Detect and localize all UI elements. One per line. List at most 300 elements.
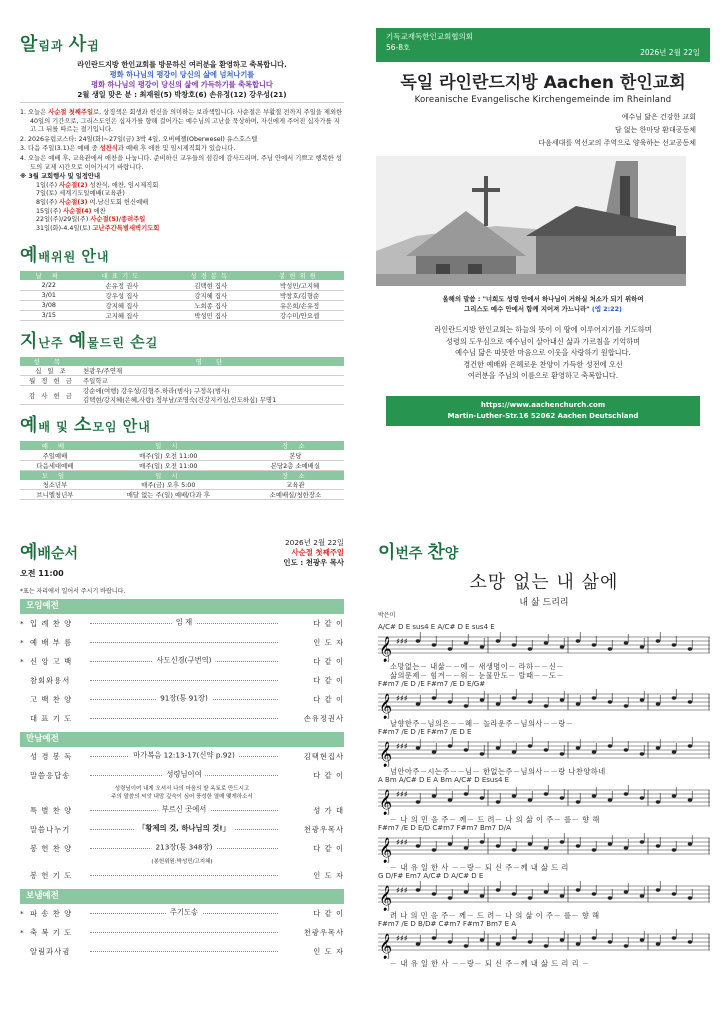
note-head — [560, 698, 565, 701]
hymn-section-title: 이번주 찬양 — [378, 542, 459, 563]
music-staff — [378, 881, 710, 911]
table-row — [20, 450, 344, 460]
table-row — [20, 290, 344, 300]
note-head — [496, 639, 501, 642]
chord-symbols: G D/F# Em7 A/C# D A/C# D E — [378, 872, 484, 880]
worship-item: 말씀나누기 「황제의 것, 하나님의 것!」 천광우목사 — [30, 823, 344, 834]
note-head — [576, 888, 581, 891]
note-head — [640, 840, 645, 843]
meetings-header: 예 배 — [20, 441, 90, 450]
schedule-list — [20, 182, 344, 234]
section-band: 보냄예전 — [20, 889, 344, 904]
note-head — [512, 750, 517, 753]
section-band: 만남예전 — [20, 732, 344, 747]
note-head — [544, 704, 549, 707]
schedule-item: 8일(주) 사순절(3) 여.남신도회 헌신예배 — [36, 198, 149, 206]
mission-statement — [376, 324, 710, 382]
note-head — [432, 643, 437, 646]
mission-line: 성령의 도우심으로 예수님이 살아내신 삶과 가르침을 기억하며 — [445, 336, 641, 346]
note-head — [608, 700, 613, 703]
music-staff — [378, 929, 710, 959]
table-cell: 감 사 헌 금 — [20, 386, 80, 405]
chord-symbols: F#m7 /E D /E F#m7 /E D E/G# — [378, 680, 486, 688]
worship-item: 봉 헌 찬 양 213장(통 348장) 다 같 이 — [30, 842, 344, 853]
treble-clef-icon: 𝄞 — [379, 790, 393, 815]
note-head — [496, 746, 501, 749]
meetings-header: 장 소 — [247, 470, 344, 480]
note-head — [528, 896, 533, 899]
note-head — [624, 704, 629, 707]
table-cell: 강수미/안요셉 — [255, 310, 344, 320]
key-signature-icon: ♯♯♯ — [396, 886, 408, 895]
staff-system — [378, 680, 710, 728]
worship-header — [20, 538, 344, 582]
note-head — [496, 702, 501, 705]
table-cell: 강우성 집사 — [78, 290, 167, 300]
offering-table — [20, 357, 344, 406]
chord-symbols: F#m7 /E D /E F#m7 /E D E — [378, 728, 472, 736]
treble-clef-icon: 𝄞 — [379, 838, 393, 863]
staff-system — [378, 824, 710, 872]
worship-item: 봉 헌 기 도 인 도 자 — [30, 870, 344, 880]
worship-item: 특 별 찬 양 부르신 곳에서 성 가 대 — [30, 804, 344, 815]
note-head — [672, 848, 677, 851]
note-head — [608, 896, 613, 899]
worship-item: * 신 앙 고 백 사도신경(구번역) 다 같 이 — [20, 655, 344, 666]
note-head — [480, 840, 485, 843]
note-head — [416, 844, 421, 847]
table-cell: 교육관 — [247, 480, 344, 490]
note-head — [592, 848, 597, 851]
worship-item: 참회와용서 다 같 이 — [30, 675, 344, 685]
note-head — [672, 936, 677, 939]
music-staff — [378, 785, 710, 815]
verse-line: 올해의 말씀 : "너희도 성령 안에서 하나님이 거하실 처소가 되기 위하여 — [442, 295, 644, 303]
key-signature-icon: ♯♯♯ — [396, 637, 408, 646]
note-head — [624, 890, 629, 893]
worship-leader: 인도 : 천광우 목사 — [283, 558, 344, 567]
note-head — [528, 940, 533, 943]
worship-item: 대 표 기 도 손유정권사 — [30, 713, 344, 723]
note-head — [608, 842, 613, 845]
worship-time: 오전 11:00 — [20, 569, 64, 578]
announcements-title: 알림과 사귐 — [20, 34, 100, 55]
note-head — [512, 643, 517, 646]
note-head — [592, 794, 597, 797]
announcement-list — [20, 109, 344, 233]
table-cell: 매주(일) 오전 11:00 — [90, 460, 247, 470]
table-cell: 3/15 — [20, 310, 78, 320]
note-head — [544, 846, 549, 849]
note-head — [464, 792, 469, 795]
lyric-line: 성령님이여 내게 오셔서 나의 마음의 밭 옥토로 만드시고 — [114, 786, 250, 792]
table-cell: 박성민 집사 — [166, 310, 255, 320]
note-head — [560, 840, 565, 843]
staff-system — [378, 623, 710, 680]
mission-line: 경건한 예배와 은혜로운 찬양이 가득한 성전에 오신 — [463, 359, 623, 369]
lyric-line: 려 나 의 민 음 주－ 께－ 드 려－ 나 의 삶 이 주－ 를－ 향 해 — [390, 911, 600, 920]
note-head — [656, 746, 661, 749]
note-head — [688, 940, 693, 943]
mission-line: 라인란드지방 한인교회는 하늘의 뜻이 이 땅에 이루어지기를 기도하며 — [434, 325, 652, 334]
note-head — [624, 944, 629, 947]
meetings-header: 장 소 — [247, 441, 344, 450]
lyric-line: － 내 유 일 한 사 －－랑－ 되 신 주－께 내 삶 드 리 리 － — [390, 959, 590, 968]
table-cell: 매주(금) 오후 5:00 — [90, 480, 247, 490]
announcement-item: 2. 2026유럽코스타: 24일(화)~27일(금) 3박 4일, 오버베젤(Oberwesel) 유스호스텔 — [20, 135, 258, 143]
note-head — [688, 700, 693, 703]
note-head — [496, 800, 501, 803]
note-head — [464, 748, 469, 751]
note-head — [608, 798, 613, 801]
table-row — [20, 376, 344, 386]
note-head — [576, 844, 581, 847]
worship-item: * 축 복 기 도 천광우목사 — [20, 927, 344, 937]
note-head — [640, 894, 645, 897]
cover-footer — [386, 396, 700, 426]
order-of-worship-panel — [0, 512, 362, 1024]
meetings-header: 일 시 — [90, 470, 247, 480]
note-head — [512, 848, 517, 851]
note-head — [464, 944, 469, 947]
note-head — [560, 752, 565, 755]
note-head — [512, 696, 517, 699]
volume-number: 56-8호 — [386, 43, 411, 52]
table-cell: 노희종 집사 — [166, 300, 255, 310]
staff-system — [378, 920, 710, 968]
sheet-music — [378, 623, 710, 968]
note-head — [656, 800, 661, 803]
note-head — [512, 892, 517, 895]
note-head — [544, 748, 549, 751]
chord-symbols: F#m7 /E D B/D# C#m7 F#m7 Bm7 E A — [378, 920, 517, 928]
motto-line: 다음세대를 역선교의 주역으로 양육하는 선교공동체 — [538, 139, 696, 147]
committee-header: 대표기도 — [78, 271, 167, 280]
church-sketch-image — [376, 156, 686, 286]
treble-clef-icon: 𝄞 — [379, 742, 393, 767]
worship-meta — [283, 538, 344, 568]
table-cell: 매주(일) 오전 11:00 — [90, 450, 247, 460]
committee-header: 봉헌위원 — [255, 271, 344, 280]
note-head — [656, 844, 661, 847]
table-cell: 3/08 — [20, 300, 78, 310]
note-head — [480, 796, 485, 799]
announcement-item: 3. 다음 주일(3.1)은 예배 중 성찬식과 예배 후 애찬 및 임시제직회가 있습니다. — [20, 145, 236, 153]
schedule-item: 15일(주) 사순절(4) 애찬 — [36, 207, 106, 215]
key-signature-icon: ♯♯♯ — [396, 694, 408, 703]
note-head — [528, 842, 533, 845]
note-head — [464, 890, 469, 893]
note-head — [448, 798, 453, 801]
website-url[interactable]: https://www.aachenchurch.com — [480, 400, 606, 409]
music-staff — [378, 689, 710, 719]
note-head — [672, 892, 677, 895]
worship-item: * 파 송 찬 양 주기도송 다 같 이 — [20, 907, 344, 918]
note-head — [608, 647, 613, 650]
committee-header: 성경봉독 — [166, 271, 255, 280]
table-row — [20, 280, 344, 290]
announcement-item: 4. 오늘은 예배 후, 교육관에서 애찬을 나눕니다. 준비하신 교우들의 섬김에 감사드리며, 주님 안에서 기쁘고 행복한 성도의 교제 시간으로 이어가시기 바랍니다. — [20, 154, 342, 171]
note-head — [448, 940, 453, 943]
key-signature-icon: ♯♯♯ — [396, 790, 408, 799]
note-head — [592, 750, 597, 753]
note-head — [672, 750, 677, 753]
note-head — [672, 794, 677, 797]
table-cell: 천광우/주연재 — [80, 366, 344, 376]
table-cell: 월 정 헌 금 — [20, 376, 80, 386]
note-head — [592, 936, 597, 939]
church-motto — [376, 111, 710, 150]
staff-system — [378, 872, 710, 920]
committee-table — [20, 271, 344, 321]
note-head — [464, 846, 469, 849]
church-title: 독일 라인란드지방 Aachen 한인교회 — [400, 73, 686, 93]
note-head — [416, 746, 421, 749]
note-head — [432, 848, 437, 851]
table-cell: 김택현 집사 — [166, 280, 255, 290]
note-head — [592, 892, 597, 895]
note-head — [480, 645, 485, 648]
note-head — [688, 842, 693, 845]
response-lyrics — [20, 785, 344, 801]
note-head — [640, 645, 645, 648]
meetings-title: 예배 및 소모임 안내 — [20, 415, 151, 437]
section-band: 모임예전 — [20, 599, 344, 614]
lyric-line: － 내 유 일 한 사 －－랑－ 되 신 주－께 내 삶 드 리 — [390, 863, 569, 872]
note-head — [656, 888, 661, 891]
song-title: 소망 없는 내 삶에 — [469, 572, 619, 593]
note-head — [528, 700, 533, 703]
key-signature-icon: ♯♯♯ — [396, 934, 408, 943]
note-head — [416, 888, 421, 891]
note-head — [576, 639, 581, 642]
note-head — [640, 796, 645, 799]
note-head — [640, 698, 645, 701]
chord-symbols: A Bm A/C# D E A Bm A/C# D Esus4 E — [378, 776, 510, 784]
worship-item: 말씀응답송 성령님이여 다 같 이 — [30, 769, 344, 780]
song-subtitle: 내 삶 드리리 — [519, 598, 569, 608]
staff-system — [378, 776, 710, 824]
committee-header: 날 짜 — [20, 271, 78, 280]
blessing-line-2: 평화 하나님의 평강이 당신의 삶에 가득하기를 축복합니다 — [91, 80, 273, 89]
note-head — [592, 643, 597, 646]
liturgical-sunday: 사순절 첫째주일 — [291, 548, 344, 557]
lyric-line: 주의 말씀의 씨앗 내맘 깊숙이 심어 풍성한 열매 맺게하소서 — [111, 794, 253, 800]
note-head — [576, 942, 581, 945]
worship-item: 알림과사귐 인 도 자 — [30, 946, 344, 956]
note-head — [480, 938, 485, 941]
note-head — [432, 892, 437, 895]
welcome-line: 라인란드지방 한인교회를 방문하신 여러분을 환영하고 축복합니다. — [77, 60, 287, 69]
schedule-item: 22일(주)/29일(주) 사순절(5)/종려주일 — [36, 216, 146, 224]
note-head — [432, 696, 437, 699]
note-head — [544, 641, 549, 644]
blessing-line-1: 평화 하나님의 평강이 당신의 삶에 넘쳐나기를 — [109, 70, 255, 79]
announcement-item: 1. 오늘은 사순절 첫째주일로, 상징색은 회생과 헌신을 의미하는 보라색입니다. 사순절은 부활절 전까지 주일을 제외한 40일의 기간으로, 그리스도인은 십자가를 향해 걸어가는 예수님의 고난을 묵상하며, 자신에게 주어진 십자가를 지고 그 뒤를 따르는 절기입니다. — [20, 109, 343, 134]
cover-date: 2026년 2월 22일 — [640, 48, 700, 57]
note-head — [496, 844, 501, 847]
meetings-header: 일 시 — [90, 441, 247, 450]
note-head — [448, 700, 453, 703]
table-row — [20, 386, 344, 396]
announcements-panel — [0, 0, 362, 512]
table-row — [20, 310, 344, 320]
lyric-line: 넘안아주－시는주－－님－ 한없는주－님의사－－랑 나찬양하네 — [390, 767, 606, 776]
hymn-header — [378, 538, 710, 564]
note-head — [528, 744, 533, 747]
table-row — [20, 480, 344, 490]
lyric-line: 삶의문제－ 힘겨－－워－ 눈물만도－ 랄때－－도－ — [390, 671, 565, 680]
note-head — [416, 702, 421, 705]
note-head — [448, 744, 453, 747]
note-head — [624, 748, 629, 751]
motto-line: 담 없는 한마당 환대공동체 — [614, 126, 696, 134]
table-cell: 강지혜 집사 — [166, 290, 255, 300]
treble-clef-icon: 𝄞 — [379, 694, 393, 719]
note-head — [448, 896, 453, 899]
church-subtitle: Koreanische Evangelische Kirchengemeinde im Rheinland — [414, 95, 672, 105]
key-signature-icon: ♯♯♯ — [396, 838, 408, 847]
table-cell: 3/01 — [20, 290, 78, 300]
note-head — [576, 702, 581, 705]
table-cell: 매달 없는 주(일) 예배/다과 후 — [90, 490, 247, 500]
note-head — [624, 846, 629, 849]
note-head — [560, 645, 565, 648]
table-cell: 다음세대예배 — [20, 460, 90, 470]
note-head — [464, 704, 469, 707]
table-cell: 손유정 권사 — [78, 280, 167, 290]
lyric-line: 소망없는－ 내삶－－에－ 새생명이－ 라하－－신－ — [390, 662, 565, 671]
table-cell: 소예배실/청한장소 — [247, 490, 344, 500]
worship-item: * 예 배 부 름 인 도 자 — [20, 637, 344, 647]
note-head — [624, 792, 629, 795]
note-head — [480, 894, 485, 897]
cover-header — [376, 28, 710, 62]
table-cell: 고지혜 집사 — [78, 310, 167, 320]
note-head — [688, 798, 693, 801]
verse-line: 그리스도 예수 안에서 함께 지어져 가느니라" (엡 2:22) — [464, 305, 622, 313]
table-cell: 십 일 조 — [20, 366, 80, 376]
table-cell: 유은희/손유정 — [255, 300, 344, 310]
worship-title: 예배순서 — [20, 542, 78, 563]
table-cell: 본당 — [247, 450, 344, 460]
note-head — [512, 794, 517, 797]
note-head — [656, 639, 661, 642]
note-head — [640, 938, 645, 941]
offering-title: 지난주 예물드린 손길 — [20, 330, 159, 352]
note-head — [528, 798, 533, 801]
chord-symbols: A/C# D E sus4 E A/C# D E sus4 E — [378, 623, 495, 631]
offering-committee-note: (봉헌위원:박성민/고지혜) — [151, 859, 213, 865]
note-head — [672, 696, 677, 699]
mission-line: 여러분을 주님의 이름으로 환영하고 축복합니다. — [467, 371, 619, 380]
note-head — [432, 750, 437, 753]
offering-header: 항 목 — [20, 357, 80, 366]
treble-clef-icon: 𝄞 — [379, 886, 393, 911]
note-head — [496, 888, 501, 891]
cover-panel — [362, 0, 724, 512]
table-cell: 박창호/김형순 — [255, 290, 344, 300]
chord-symbols: F#m7 /E D E/D C#m7 F#m7 Bm7 D/A — [378, 824, 511, 832]
birthday-line: 2월 생일 맞은 분 : 최재원(5) 박창호(6) 손유정(12) 강우성(21) — [77, 90, 287, 99]
note-head — [416, 639, 421, 642]
table-cell: 주일학교 — [80, 376, 344, 386]
offering-header: 명 단 — [80, 357, 344, 366]
note-head — [416, 800, 421, 803]
worship-item: * 입 례 찬 양 임 재 다 같 이 — [20, 617, 344, 628]
table-cell: 2/22 — [20, 280, 78, 290]
composer: 박은미 — [378, 612, 396, 619]
treble-clef-icon: 𝄞 — [379, 637, 393, 662]
note-head — [688, 744, 693, 747]
note-head — [560, 796, 565, 799]
note-head — [656, 942, 661, 945]
meetings-table — [20, 441, 344, 500]
note-head — [432, 794, 437, 797]
note-head — [464, 641, 469, 644]
note-head — [496, 942, 501, 945]
table-cell: 청소년부 — [20, 480, 90, 490]
lyric-line: － 나 의 민 음 주－ 께－ 드 려－ 나 의 삶 이 주－ 를－ 향 해 — [390, 815, 600, 824]
church-address: Martin-Luther-Str.16 52062 Aachen Deutschland — [447, 411, 639, 420]
worship-item: 고 백 찬 양 91장(통 91장) 다 같 이 — [30, 693, 344, 704]
music-staff — [378, 632, 710, 662]
note-head — [432, 936, 437, 939]
note-head — [672, 643, 677, 646]
table-row — [20, 366, 344, 376]
committee-title: 예배위원 안내 — [20, 245, 110, 267]
table-cell: 주일예배 — [20, 450, 90, 460]
note-head — [560, 894, 565, 897]
note-head — [480, 752, 485, 755]
schedule-item: 7일(토) 세계기도일예배(교육관) — [36, 190, 125, 198]
note-head — [576, 746, 581, 749]
note-head — [544, 792, 549, 795]
note-head — [640, 752, 645, 755]
staff-system — [378, 728, 710, 776]
motto-line: 예수님 닮은 건강한 교회 — [621, 113, 696, 121]
year-verse — [376, 294, 710, 314]
welcome-box — [20, 60, 344, 103]
key-signature-icon: ♯♯♯ — [396, 742, 408, 751]
mission-line: 예수님 닮은 따뜻한 마음으로 이웃을 사랑하기 원합니다. — [455, 348, 631, 357]
note-head — [544, 890, 549, 893]
note-head — [480, 698, 485, 701]
note-head — [592, 696, 597, 699]
table-cell: 강순애(여행) 강우성/김형주.하라(범사) 구정옥(범사) — [83, 387, 230, 396]
table-cell: 박성민/고지혜 — [255, 280, 344, 290]
table-row — [20, 300, 344, 310]
hymn-panel — [362, 512, 724, 1024]
music-staff — [378, 737, 710, 767]
schedule-title: ※ 3월 교회행사 및 일정안내 — [20, 173, 101, 181]
table-row — [20, 460, 344, 470]
schedule-item: 1일(주) 사순절(2) 성찬식, 애찬, 임시제직회 — [36, 181, 159, 189]
note-head — [608, 940, 613, 943]
note-head — [416, 942, 421, 945]
note-head — [624, 641, 629, 644]
note-head — [448, 647, 453, 650]
table-cell: 김택현/강지혜(은혜,사랑) 정부남/조명숙(건강지키심,인도하심) 무명1 — [80, 395, 344, 405]
note-head — [448, 842, 453, 845]
worship-item: 성 경 봉 독 마가복음 12:13-17(신약 p.92) 김택현집사 — [30, 750, 344, 761]
note-head — [512, 936, 517, 939]
treble-clef-icon: 𝄞 — [379, 934, 393, 959]
note-head — [576, 800, 581, 803]
table-cell: 강지혜 집사 — [78, 300, 167, 310]
schedule-item: 31일(화)-4.4일(토) 고난주간특별새벽기도회 — [36, 224, 160, 232]
note-head — [688, 896, 693, 899]
